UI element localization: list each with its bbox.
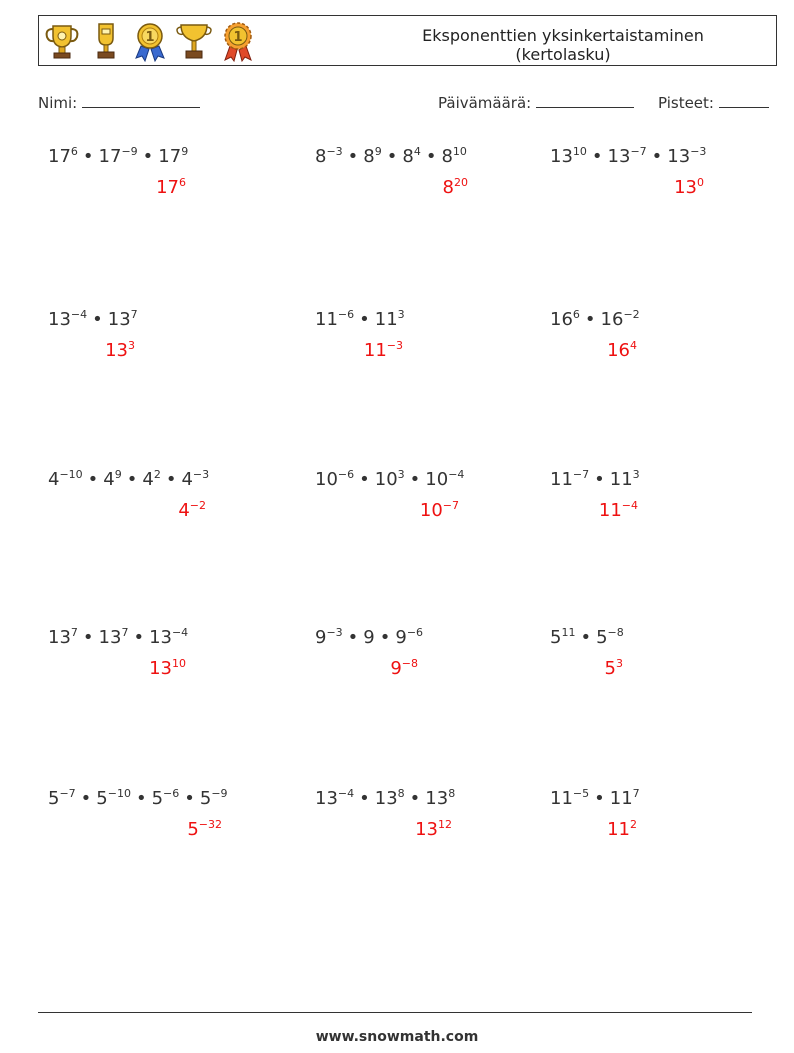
- answer-term-base: 13: [149, 658, 172, 679]
- worksheet-header: [38, 15, 777, 66]
- name-label: Nimi:: [38, 94, 78, 112]
- term-base: 10: [374, 469, 398, 490]
- term-exponent: −7: [630, 145, 647, 158]
- term-exponent: 6: [70, 145, 78, 158]
- term: [315, 469, 354, 490]
- term: [375, 469, 405, 490]
- term-base: 4: [142, 469, 154, 490]
- term-base: 13: [48, 309, 71, 330]
- term: [158, 146, 188, 167]
- term-exponent: 9: [114, 468, 122, 481]
- term-exponent: −5: [572, 787, 590, 800]
- term-exponent: 8: [397, 787, 405, 800]
- footer-divider: [38, 1012, 752, 1013]
- score-label: Pisteet:: [658, 94, 714, 112]
- term-base: 17: [98, 146, 122, 167]
- term: [315, 146, 343, 167]
- multiply-operator: •: [651, 146, 663, 167]
- term: [608, 146, 647, 167]
- answer-term-base: 13: [674, 177, 697, 198]
- answer-term-exponent: −32: [198, 818, 222, 831]
- term-exponent: 8: [448, 787, 456, 800]
- answer-term-exponent: 6: [179, 176, 186, 189]
- term-exponent: −3: [690, 145, 707, 158]
- term: [596, 627, 624, 648]
- term-exponent: 7: [130, 308, 138, 321]
- multiply-operator: •: [409, 469, 421, 490]
- answer-term: [178, 500, 206, 521]
- problem-5: [315, 309, 405, 330]
- term-base: 11: [609, 788, 633, 809]
- answer-term-base: 13: [105, 340, 128, 361]
- term-exponent: 9: [374, 145, 382, 158]
- term-base: 8: [315, 146, 327, 167]
- term-base: 16: [600, 309, 624, 330]
- answer-4: [105, 340, 135, 361]
- problem-3: [550, 146, 706, 167]
- term: [48, 469, 83, 490]
- problem-11: [315, 627, 423, 648]
- term-base: 11: [609, 469, 633, 490]
- term-exponent: 7: [70, 626, 78, 639]
- term: [550, 788, 589, 809]
- term: [375, 309, 405, 330]
- problem-4: [48, 309, 138, 330]
- term-exponent: −3: [326, 626, 343, 639]
- answer-term: [105, 340, 135, 361]
- score-field[interactable]: [658, 93, 769, 112]
- problem-7: [48, 469, 209, 490]
- multiply-operator: •: [87, 469, 99, 490]
- answer-term-base: 10: [419, 500, 443, 521]
- answer-term: [420, 500, 459, 521]
- term: [99, 627, 129, 648]
- term-base: 5: [550, 627, 562, 648]
- term-exponent: −8: [607, 626, 624, 639]
- term-exponent: 7: [632, 787, 640, 800]
- multiply-operator: •: [165, 469, 177, 490]
- answer-term-base: 11: [607, 819, 630, 840]
- answer-6: [607, 340, 637, 361]
- term: [96, 788, 131, 809]
- term: [315, 309, 354, 330]
- term: [550, 469, 589, 490]
- answer-term-exponent: −7: [442, 499, 459, 512]
- term-base: 5: [96, 788, 108, 809]
- multiply-operator: •: [184, 788, 195, 809]
- problem-9: [550, 469, 640, 490]
- award-icons: [43, 20, 257, 62]
- term-base: 11: [550, 469, 573, 490]
- term-exponent: 6: [572, 308, 580, 321]
- multiply-operator: •: [359, 788, 370, 809]
- answer-term-base: 13: [415, 819, 438, 840]
- problem-14: [315, 788, 455, 809]
- multiply-operator: •: [82, 627, 94, 648]
- term: [149, 627, 188, 648]
- answer-9: [599, 500, 638, 521]
- term-base: 11: [315, 309, 338, 330]
- term: [152, 788, 180, 809]
- answer-term: [607, 340, 637, 361]
- trophy-chalice-icon: [175, 20, 213, 62]
- name-field[interactable]: [38, 93, 200, 112]
- answer-term: [605, 658, 623, 679]
- term: [181, 469, 209, 490]
- term-base: 13: [149, 627, 172, 648]
- problem-12: [550, 627, 624, 648]
- term: [601, 309, 640, 330]
- term-exponent: −4: [448, 468, 465, 481]
- multiply-operator: •: [80, 788, 92, 809]
- answer-term: [364, 340, 403, 361]
- multiply-operator: •: [133, 627, 145, 648]
- term: [425, 788, 455, 809]
- term: [667, 146, 706, 167]
- multiply-operator: •: [409, 788, 421, 809]
- answer-12: [605, 658, 623, 679]
- multiply-operator: •: [126, 469, 138, 490]
- term: [550, 627, 575, 648]
- term: [395, 627, 423, 648]
- answer-term: [156, 177, 186, 198]
- term-base: 8: [441, 146, 453, 167]
- term: [108, 309, 138, 330]
- answer-term-base: 5: [604, 658, 616, 679]
- problem-15: [550, 788, 640, 809]
- term-base: 13: [107, 309, 131, 330]
- trophy-cup-icon: [43, 20, 81, 62]
- score-blank[interactable]: [719, 93, 769, 108]
- term: [550, 146, 587, 167]
- term: [550, 309, 580, 330]
- term-base: 13: [374, 788, 398, 809]
- multiply-operator: •: [347, 146, 359, 167]
- footer-url: www.snowmath.com: [315, 1029, 479, 1045]
- term-base: 9: [363, 627, 375, 648]
- answer-term-base: 17: [156, 177, 179, 198]
- term-base: 17: [48, 146, 71, 167]
- term-exponent: 2: [153, 468, 161, 481]
- answer-term-base: 16: [607, 340, 630, 361]
- multiply-operator: •: [135, 788, 147, 809]
- multiply-operator: •: [580, 627, 592, 648]
- term: [315, 627, 343, 648]
- name-blank[interactable]: [82, 93, 200, 108]
- term-exponent: −9: [211, 787, 228, 800]
- term-base: 13: [607, 146, 631, 167]
- answer-2: [443, 177, 468, 198]
- term-exponent: −4: [70, 308, 88, 321]
- answer-term-exponent: 0: [697, 176, 704, 189]
- term-exponent: 3: [397, 468, 405, 481]
- answer-1: [156, 177, 186, 198]
- answer-11: [390, 658, 418, 679]
- answer-term: [607, 819, 637, 840]
- answer-term-exponent: −4: [621, 499, 638, 512]
- term-base: 10: [425, 469, 449, 490]
- term-exponent: −4: [337, 787, 355, 800]
- term-exponent: 11: [561, 626, 576, 639]
- term-base: 13: [315, 788, 338, 809]
- problem-2: [315, 146, 467, 167]
- answer-term: [187, 819, 222, 840]
- term-exponent: 3: [632, 468, 640, 481]
- term: [363, 627, 374, 648]
- answer-term-base: 9: [390, 658, 402, 679]
- answer-term: [149, 658, 186, 679]
- answer-term-exponent: −3: [386, 339, 403, 352]
- date-blank[interactable]: [536, 93, 634, 108]
- title-line-1: Eksponenttien yksinkertaistaminen: [422, 26, 704, 45]
- answer-3: [674, 177, 704, 198]
- term: [402, 146, 420, 167]
- answer-8: [420, 500, 459, 521]
- multiply-operator: •: [359, 469, 370, 490]
- term-base: 13: [98, 627, 122, 648]
- term-exponent: −2: [623, 308, 640, 321]
- term: [375, 788, 405, 809]
- multiply-operator: •: [359, 309, 370, 330]
- multiply-operator: •: [142, 146, 154, 167]
- problem-13: [48, 788, 228, 809]
- problem-1: [48, 146, 188, 167]
- date-field[interactable]: [438, 93, 634, 112]
- answer-term-base: 5: [187, 819, 199, 840]
- term-exponent: −9: [121, 145, 138, 158]
- svg-text:1: 1: [233, 30, 243, 45]
- term-base: 16: [550, 309, 573, 330]
- answer-13: [187, 819, 222, 840]
- term-exponent: −7: [59, 787, 76, 800]
- term-base: 9: [395, 627, 407, 648]
- answer-10: [149, 658, 186, 679]
- answer-term-exponent: 4: [630, 339, 637, 352]
- term-base: 5: [48, 788, 60, 809]
- term-base: 11: [550, 788, 573, 809]
- answer-term-exponent: 12: [438, 818, 452, 831]
- term-exponent: −4: [171, 626, 189, 639]
- problem-10: [48, 627, 188, 648]
- title-line-2: (kertolasku): [515, 45, 611, 64]
- term: [315, 788, 354, 809]
- multiply-operator: •: [425, 146, 437, 167]
- multiply-operator: •: [584, 309, 596, 330]
- answer-term: [415, 819, 452, 840]
- answer-term-base: 11: [363, 340, 387, 361]
- multiply-operator: •: [591, 146, 603, 167]
- answer-15: [607, 819, 637, 840]
- term-base: 13: [667, 146, 691, 167]
- answer-term: [674, 177, 704, 198]
- date-label: Päivämäärä:: [438, 94, 532, 112]
- term-base: 13: [425, 788, 449, 809]
- answer-term-exponent: 20: [454, 176, 468, 189]
- term-exponent: −10: [107, 787, 131, 800]
- term-exponent: −3: [326, 145, 343, 158]
- term: [48, 146, 78, 167]
- term-base: 4: [103, 469, 115, 490]
- term-exponent: 3: [397, 308, 405, 321]
- multiply-operator: •: [386, 146, 398, 167]
- answer-term-base: 11: [598, 500, 622, 521]
- term: [48, 627, 78, 648]
- term-exponent: −6: [337, 308, 355, 321]
- term-base: 11: [374, 309, 398, 330]
- multiply-operator: •: [594, 469, 605, 490]
- term: [200, 788, 228, 809]
- term-exponent: 7: [121, 626, 129, 639]
- medal-ribbon-icon: [131, 20, 169, 62]
- term-base: 5: [596, 627, 608, 648]
- term-exponent: −6: [337, 468, 355, 481]
- answer-7: [178, 500, 206, 521]
- term-exponent: 10: [572, 145, 587, 158]
- answer-14: [415, 819, 452, 840]
- term-base: 5: [199, 788, 212, 809]
- answer-term: [443, 177, 468, 198]
- term: [103, 469, 121, 490]
- term: [48, 788, 76, 809]
- svg-text:1: 1: [145, 30, 155, 45]
- term-base: 9: [315, 627, 327, 648]
- multiply-operator: •: [379, 627, 391, 648]
- answer-term-base: 4: [178, 500, 190, 521]
- problem-6: [550, 309, 640, 330]
- term: [142, 469, 160, 490]
- term: [610, 469, 640, 490]
- answer-term-exponent: 2: [630, 818, 637, 831]
- worksheet-title: [398, 26, 728, 64]
- term: [48, 309, 87, 330]
- answer-term-exponent: 10: [172, 657, 186, 670]
- term-exponent: −10: [59, 468, 83, 481]
- problem-8: [315, 469, 464, 490]
- term-exponent: −7: [572, 468, 590, 481]
- answer-5: [364, 340, 403, 361]
- term-exponent: −3: [192, 468, 210, 481]
- term-base: 4: [48, 469, 60, 490]
- term-base: 8: [402, 146, 414, 167]
- term-base: 5: [151, 788, 164, 809]
- answer-term: [390, 658, 418, 679]
- term-base: 13: [48, 627, 71, 648]
- term-base: 10: [315, 469, 338, 490]
- answer-term: [599, 500, 638, 521]
- term-exponent: −6: [163, 787, 180, 800]
- term: [363, 146, 381, 167]
- multiply-operator: •: [347, 627, 359, 648]
- term-base: 17: [158, 146, 182, 167]
- answer-term-base: 8: [442, 177, 454, 198]
- answer-term-exponent: 3: [616, 657, 623, 670]
- term-base: 8: [363, 146, 375, 167]
- term-base: 13: [550, 146, 573, 167]
- rosette-medal-icon: [219, 20, 257, 62]
- term: [441, 146, 466, 167]
- term: [425, 469, 464, 490]
- trophy-goblet-icon: [87, 20, 125, 62]
- term-exponent: 10: [452, 145, 467, 158]
- answer-term-exponent: −8: [401, 657, 418, 670]
- term-exponent: −6: [406, 626, 424, 639]
- multiply-operator: •: [594, 788, 605, 809]
- term: [99, 146, 138, 167]
- term-exponent: 9: [181, 145, 189, 158]
- answer-term-exponent: 3: [128, 339, 135, 352]
- term-exponent: 4: [413, 145, 421, 158]
- term-base: 4: [181, 469, 193, 490]
- answer-term-exponent: −2: [189, 499, 206, 512]
- term: [610, 788, 640, 809]
- multiply-operator: •: [92, 309, 103, 330]
- multiply-operator: •: [82, 146, 94, 167]
